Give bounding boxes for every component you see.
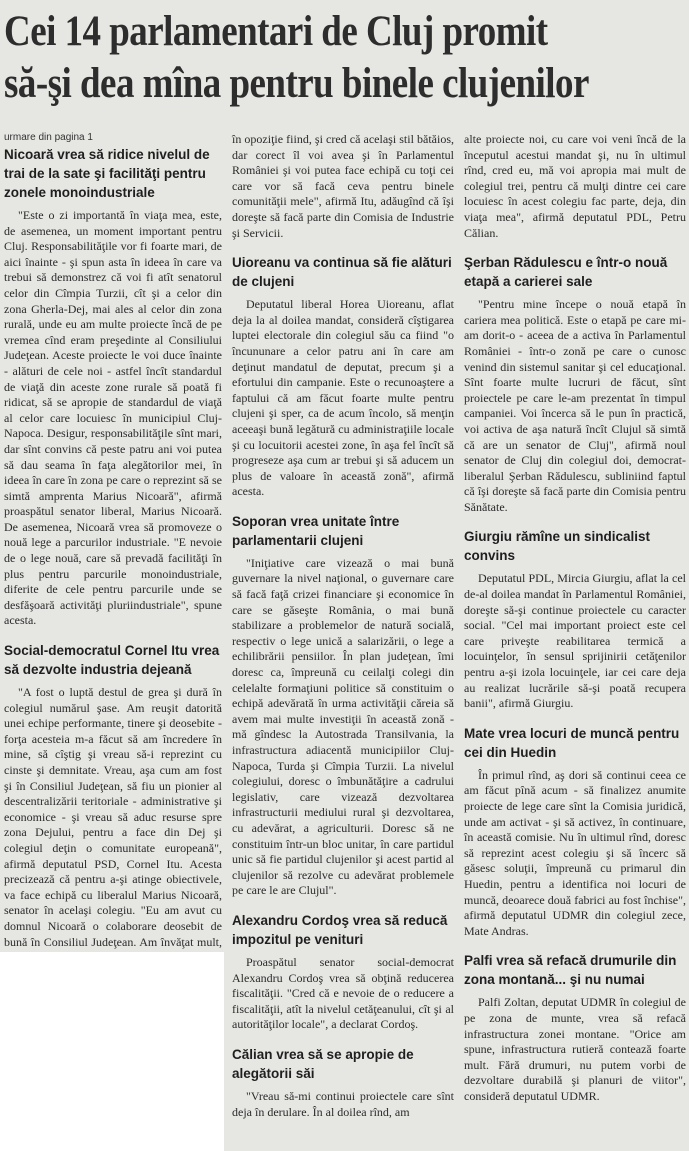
subheading-uioreanu: Uioreanu va continua să fie alături de clujeni <box>232 255 452 290</box>
subheading-palfi: Palfi vrea să refacă drumurile din zona montană... şi nu numai <box>464 953 677 988</box>
column-3 <box>464 132 686 1117</box>
subheading-itu: Social-democratul Cornel Itu vrea să dezvolte industria dejeană <box>4 643 220 678</box>
title-line-1: Cei 14 parlamentari de Cluj promit <box>4 8 548 55</box>
blank-area <box>0 952 224 1151</box>
title-line-2: să-şi dea mîna pentru binele clujenilor <box>4 60 589 107</box>
paragraph-mate: În primul rînd, aş dori să continui ceea ce am făcut pînă acum - să finalizez anumite proiecte de lege care sînt la Comisia juridică, unde am activat - şi să activez, în continuare, în această comisie. Nu în ultimul rînd, doresc să reprezint acest colegiu şi să încerc să găsesc soluţii, împreună cu primarul din Huedin, pentru a identifica noi locuri de muncă, deoarece două fabrici au fost închise", afirmă deputatul UDMR din colegiul zece, Mate Andras. <box>464 767 686 938</box>
paragraph-giurgiu: Deputatul PDL, Mircia Giurgiu, aflat la cel de-al doilea mandat în Parlamentul României, doreşte să-şi continue proiectele cu caracter social. "Cel mai important proiect este cel care priveşte reabilitarea termică a locuinţelor, în sensul sprijinirii cetăţenilor pentru a-şi izola locuinţele, iar cei care deja au realizat lucrările să-şi poată recupera banii", afirmă Giurgiu. <box>464 571 686 711</box>
subheading-mate: Mate vrea locuri de muncă pentru cei din Huedin <box>464 725 680 760</box>
paragraph-calian-cont: alte proiecte noi, cu care voi veni încă de la începutul acestui mandat şi, nu în ultimul rînd, cred eu, mă voi apropia mai mult de colegiul trei, pentru că mulţi dintre cei care locuiesc în acest colegiu fac parte, deja, din viaţa mea", afirmă deputatul PDL, Petru Călian. <box>464 132 686 240</box>
paragraph-palfi: Palfi Zoltan, deputat UDMR în colegiul de pe zona de munte, vrea să refacă infrastructura zonei montane. "Orice am spune, infrastructura rutieră contează foarte mult. Fără drumuri, nu putem vorbi de dezvoltare durabilă şi planuri de viitor", consideră deputatul UDMR. <box>464 995 686 1103</box>
subheading-radulescu: Şerban Rădulescu e într-o nouă etapă a carierei sale <box>464 255 668 290</box>
subheading-cordos: Alexandru Cordoş vrea să reducă impozitul pe venituri <box>232 912 448 947</box>
paragraph-itu-cont: în opoziţie fiind, şi cred că acelaşi stil bătăios, dar corect îl voi avea şi în Parlamentul României şi voi putea face echipă cu toţi cei care vor să facă ceva pentru binele comunităţii mele", afirmă Itu, adăugînd că îşi doreşte să facă parte din Comisia de Industrie şi Servicii. <box>232 132 454 240</box>
paragraph-cordos: Proaspătul senator social-democrat Alexandru Cordoş vrea să obţină reducerea fiscalităţii. "Cred că e nevoie de o reducere a fiscalităţii, atît la nivelul cetăţeanului, cît şi al autorităţilor locale", a declarat Cordoş. <box>232 954 454 1032</box>
article-title <box>4 6 592 110</box>
subheading-calian: Călian vrea să se apropie de alegătorii săi <box>232 1046 414 1081</box>
paragraph-itu: "A fost o luptă destul de grea şi dură în colegiul numărul şase. Am reuşit datorită unei echipe performante, tinere şi deosebite - forţa acesteia m-a făcut să am încredere în mine, să cîştig şi vreau să-i reprezint cu cinste şi demnitate. Vreau, aşa cum am fost şi în Consiliul Judeţean, să fiu un pionier al descentralizării teritoriale - administrative şi economice - şi vreau să aduc resurse spre zona Dejului, pentru a face din Dej şi colegiul deţin o comunitate europeană", afirmă deputatul PSD, Cornel Itu. Acesta precizează că pentru a-şi atinge obiectivele, va face echipă cu liberalul Marius Nicoară, senator în acelaşi colegiu. "Eu am avut cu domnul Nicoară o colaborare deosebit de bună în Consiliul Judeţean. Am învăţat mult, <box>4 685 222 949</box>
subheading-giurgiu: Giurgiu rămîne un sindicalist convins <box>464 529 651 564</box>
continuation-note: urmare din pagina 1 <box>4 132 93 143</box>
column-2 <box>232 132 454 1132</box>
column-1 <box>4 132 222 978</box>
paragraph-nicoara: "Este o zi importantă în viaţa mea, este, de asemenea, un moment important pentru Cluj. Responsabilităţile vor fi foarte mari, de aici înainte - şi spun asta în ideea în care va trebui să demonstrez că voi fi atît senatorul celor din Cîmpia Turzii, cît şi a celor din zona Gherla-Dej, mai ales al celor din zona rurală, unde eu am multe proiecte încă de pe vremea cînd eram preşedinte al Consiliului Judeţean. Aceste proiecte le voi duce înainte - alături de cele noi - astfel încît standardul de viaţă din aceste zone rurale să poată fi ridicat, să se apropie de standardul de viaţă al celor care locuiesc în municipiul Cluj-Napoca. Desigur, responsabilităţile sînt mari, dar sînt convins că peste patru ani voi putea să dau seama în faţa alegătorilor mei, în ideea în care în zona pe care o reprezint să se simtă amprenta Marius Nicoară", afirmă proaspătul senator liberal, Marius Nicoară. De asemenea, Nicoară vrea să promoveze o nouă lege a parcurilor industriale. "E nevoie de o lege nouă, care să prevadă facilităţi în plus pentru parcurile monoindustriale, diferite de cele pentru parcurile unde se desfăşoară activităţi pluriindustriale", spune acesta. <box>4 208 222 628</box>
paragraph-calian: "Vreau să-mi continui proiectele care sînt deja în derulare. În al doilea rînd, am <box>232 1088 454 1119</box>
subheading-soporan: Soporan vrea unitate între parlamentarii clujeni <box>232 513 400 548</box>
paragraph-radulescu: "Pentru mine începe o nouă etapă în cariera mea politică. Este o etapă pe care mi-am dorit-o - aceea de a activa în Parlamentul României - într-o zonă pe care o cunosc venind din sistemul sanitar şi cel educaţional. Sînt foarte multe lucruri de făcut, sînt proiectele pe care le-am prezentat în timpul campaniei. Voi încerca să le pun în practică, voi activa de aşa natură încît Clujul să simtă că are un senator de Cluj", afirmă noul senator de Cluj din colegiul doi, democrat-liberalul Şerban Rădulescu, subliniind faptul că îşi doreşte să facă parte din Comisia pentru Sănătate. <box>464 297 686 514</box>
paragraph-soporan: "Iniţiative care vizează o mai bună guvernare la nivel naţional, o guvernare care să facă faţă crizei financiare şi economice în care se găseşte România, o mai bună stabilizare a problemelor de natură socială, respectiv o lege unică a salarizării, o lege a echilibrării pensiilor. În plan judeţean, îmi doresc ca, împreună cu ceilalţi colegi din celelalte formaţiuni politice să constituim o echipă adevărată în urma activităţii căreia să avem mai multe investiţii în această zonă - mă gîndesc la Autostrada Transilvania, la infrastructura adiacentă municipiilor Cluj-Napoca, Turda şi Cîmpia Turzii. La nivelul colegiului, doresc o îmbunătăţire a cadrului legislativ, care vizează dezvoltarea infrastructurii mediului rural şi dezvoltarea, cu adevărat, a agriculturii. Doresc să ne constituim într-un bloc unitar, în care partidul unic să fie partidul clujenilor şi acest partid al clujenilor să rezolve cu adevărat problemele pe care le are Clujul". <box>232 555 454 898</box>
paragraph-uioreanu: Deputatul liberal Horea Uioreanu, aflat deja la al doilea mandat, consideră cîştigarea luptei electorale din colegiul său ca fiind "o încununare a celor patru ani în care am deţinut mandatul de deputat, precum şi a efortului din campanie. Este o recunoaştere a faptului că am făcut foarte multe pentru clujeni şi sper, ca de acum încolo, să menţin aceeaşi bună legătură cu administraţiile locale şi cu locuitorii acestei zone, în aşa fel încît să progreseze aşa cum ar trebui şi să aducem un plus de valoare în această zonă", afirmă acesta. <box>232 297 454 499</box>
subheading-nicoara: Nicoară vrea să ridice nivelul de trai de la sate şi facilităţi pentru zonele monoindustriale <box>4 147 210 200</box>
